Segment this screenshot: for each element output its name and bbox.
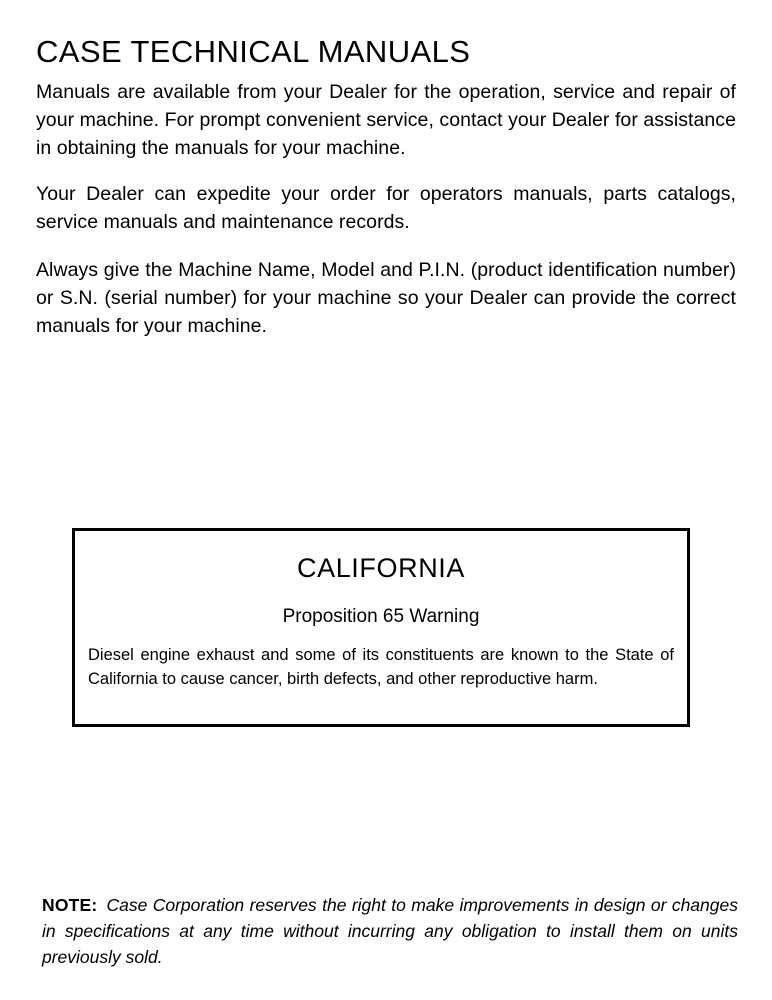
- california-proposition-65-warning-box: [72, 528, 690, 727]
- body-paragraph-1-text: Manuals are available from your Dealer for the operation, service and repair of your machine. For prompt convenient service, contact your Dealer for assistance in obtaining the manuals for your machine.: [36, 81, 736, 159]
- body-paragraph-2-text: Your Dealer can expedite your order for operators manuals, parts catalogs, service manuals and maintenance records.: [36, 183, 736, 233]
- warning-box-body-text: Diesel engine exhaust and some of its constituents are known to the State of California to cause cancer, birth defects, and other reproductive harm.: [88, 646, 674, 688]
- page-title: CASE TECHNICAL MANUALS: [36, 33, 471, 69]
- note-label: NOTE:: [42, 895, 98, 915]
- note-footer: [42, 892, 738, 970]
- note-text: Case Corporation reserves the right to make improvements in design or changes in specifications at any time without incurring any obligation to install them on units previously sold.: [42, 895, 738, 967]
- body-paragraph-3-text: Always give the Machine Name, Model and P.I.N. (product identification number) or S.N. (serial number) for your machine so your Dealer can provide the correct manuals for your machine.: [36, 259, 736, 337]
- body-paragraph-3: [36, 256, 736, 340]
- warning-box-heading: CALIFORNIA: [296, 553, 466, 583]
- warning-box-body: [88, 643, 674, 691]
- note-paragraph: [42, 892, 738, 970]
- body-paragraph-1: [36, 78, 736, 162]
- warning-box-subheading: Proposition 65 Warning: [282, 606, 480, 627]
- body-paragraph-2: [36, 180, 736, 236]
